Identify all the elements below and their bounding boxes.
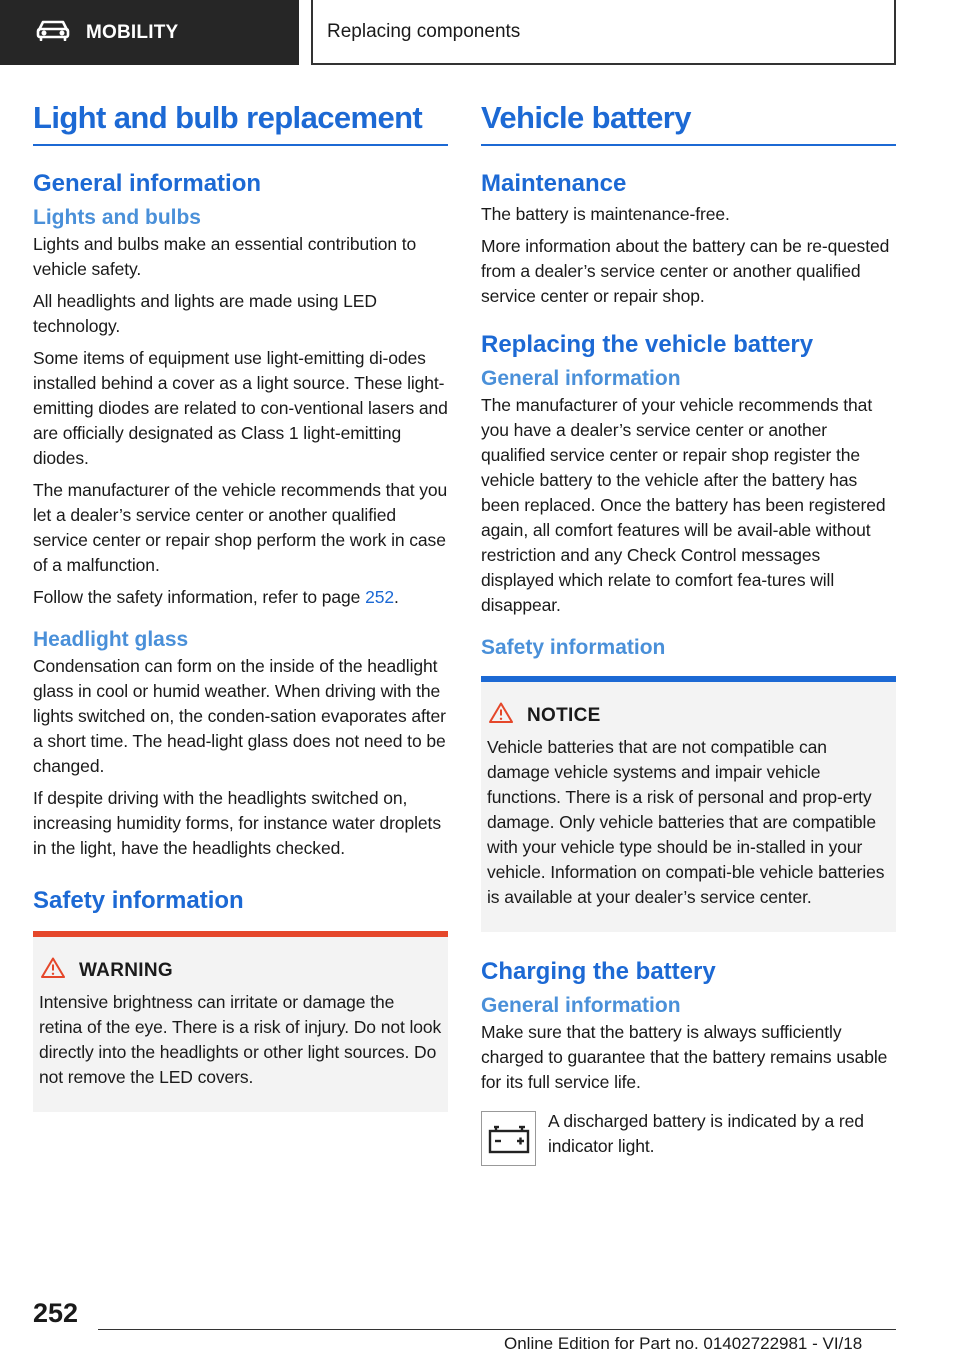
lights-bulbs-heading: Lights and bulbs (33, 206, 201, 229)
page-ref-prefix: Follow the safety information, refer to page (33, 587, 366, 607)
notice-title-row (487, 702, 890, 729)
page-ref-link[interactable]: 252 (365, 587, 394, 607)
headlight-paragraph-1: Condensation can form on the inside of the headlight glass in cool or humid weather. When driving with the lights switched on, the conden-sation evaporates after a short time. The head-light glass does not need to be changed. (33, 656, 446, 776)
maintenance-paragraph-1: The battery is maintenance-free. (481, 204, 730, 224)
edition-info: Online Edition for Part no. 01402722981 - VI/18 (504, 1334, 863, 1353)
warning-box (33, 931, 448, 1112)
lights-paragraph-4: The manufacturer of the vehicle recommends that you let a dealer’s service center or another qualified service center or repair shop perform the work in case of a malfunction. (33, 480, 448, 575)
charging-battery-heading: Charging the battery (481, 958, 716, 985)
light-bulb-title: Light and bulb replacement (33, 100, 448, 146)
lights-paragraph-5 (33, 585, 448, 610)
charging-paragraph-1: Make sure that the battery is always sufficiently charged to guarantee that the battery remains usable for its full service life. (481, 1022, 888, 1092)
headlight-glass-heading: Headlight glass (33, 628, 189, 651)
general-information-heading: General information (33, 170, 262, 197)
maintenance-heading: Maintenance (481, 170, 627, 197)
car-icon (36, 19, 70, 46)
replacing-general-heading: General information (481, 367, 681, 390)
section-header (0, 0, 299, 65)
vehicle-battery-title: Vehicle battery (481, 100, 896, 146)
replacing-paragraph-1: The manufacturer of your vehicle recommends that you have a dealer’s service center or another qualified service center or repair shop register the vehicle battery to the vehicle after the battery has been replaced. Once the battery has been registered again, all comfort features will be avail-able without restriction and any Check Control messages displayed which relate to comfort fea-tures will disappear. (481, 395, 886, 615)
section-label: MOBILITY (86, 21, 179, 43)
battery-indicator-row (481, 1109, 896, 1166)
left-column (33, 100, 448, 1112)
notice-text: Vehicle batteries that are not compatible can damage vehicle systems and impair vehicle functions. There is a risk of personal and prop-erty damage. Only vehicle batteries that are compatible with your vehicle type should be in-stalled in your vehicle. Information on compati-ble vehicle batteries is available at your dealer’s service center. (487, 737, 885, 907)
charging-general-heading: General information (481, 994, 681, 1017)
warning-title: WARNING (79, 959, 173, 981)
battery-indicator-icon (481, 1111, 536, 1166)
warning-text: Intensive brightness can irritate or damage the retina of the eye. There is a risk of injury. Do not look directly into the headlights or other light sources. Do not remove the LED covers. (39, 992, 442, 1087)
warning-title-row (39, 957, 442, 984)
chapter-label: Replacing components (327, 20, 521, 42)
lights-paragraph-1: Lights and bulbs make an essential contribution to vehicle safety. (33, 234, 417, 279)
lights-paragraph-3: Some items of equipment use light-emitting di-odes installed behind a cover as a light source. These light-emitting diodes are related to con-ventional lasers and are officially designated as Class 1 light-emitting diodes. (33, 348, 448, 468)
safety-information-heading: Safety information (33, 887, 244, 914)
maintenance-paragraph-2: More information about the battery can be re-quested from a dealer’s service center or another qualified service center or repair shop. (481, 236, 890, 306)
battery-indicator-text: A discharged battery is indicated by a red indicator light. (548, 1111, 864, 1156)
headlight-paragraph-2: If despite driving with the headlights switched on, increasing humidity forms, for instance water droplets in the light, have the headlights checked. (33, 788, 441, 858)
lights-paragraph-2: All headlights and lights are made using LED technology. (33, 291, 377, 336)
battery-safety-heading: Safety information (481, 636, 666, 659)
chapter-header (311, 0, 896, 65)
page-number: 252 (33, 1298, 79, 1328)
replacing-battery-heading: Replacing the vehicle battery (481, 331, 814, 358)
notice-triangle-icon (489, 702, 527, 729)
right-column (481, 100, 896, 1166)
page-ref-suffix: . (393, 587, 399, 607)
notice-title: NOTICE (527, 704, 601, 726)
footer-divider (98, 1329, 896, 1330)
warning-triangle-icon (41, 957, 79, 984)
notice-box (481, 676, 896, 932)
